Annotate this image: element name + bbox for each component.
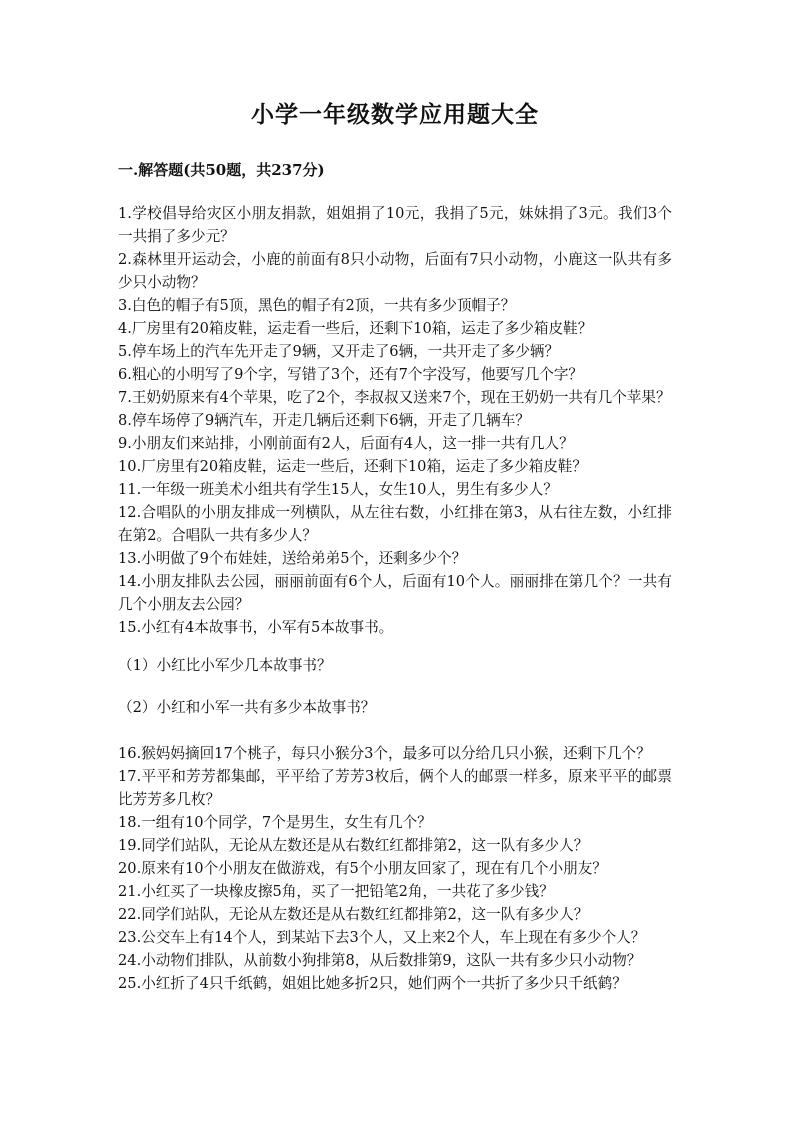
question-list bbox=[118, 742, 672, 995]
question-item: 3.白色的帽子有5顶，黑色的帽子有2顶，一共有多少顶帽子？ bbox=[118, 297, 516, 314]
question-item: 18.一组有10个同学，7个是男生，女生有几个？ bbox=[118, 814, 432, 831]
subquestion-item: （1）小红比小军少几本故事书？ bbox=[118, 657, 332, 674]
question-item: 24.小动物们排队，从前数小狗排第8，从后数排第9，这队一共有多少只小动物？ bbox=[118, 952, 642, 969]
question-item: 21.小红买了一块橡皮擦5角，买了一把铅笔2角，一共花了多少钱？ bbox=[118, 883, 554, 900]
question-item: 23.公交车上有14个人，到某站下去3个人，又上来2个人，车上现在有多少个人？ bbox=[118, 929, 646, 946]
question-item: 20.原来有10个小朋友在做游戏，有5个小朋友回家了，现在有几个小朋友？ bbox=[118, 860, 607, 877]
question-item: 10.厂房里有20箱皮鞋，运走一些后，还剩下10箱，运走了多少箱皮鞋？ bbox=[118, 458, 587, 475]
question-item: 9.小朋友们来站排，小刚前面有2人，后面有4人，这一排一共有几人？ bbox=[118, 435, 574, 452]
question-item: 12.合唱队的小朋友排成一列横队，从左往右数，小红排在第3，从右往左数，小红排在第2。合唱队一共有多少人？ bbox=[118, 504, 672, 544]
question-item: 6.粗心的小明写了9个字，写错了3个，还有7个字没写，他要写几个字？ bbox=[118, 366, 584, 383]
question-item: 11.一年级一班美术小组共有学生15人，女生10人，男生有多少人？ bbox=[118, 481, 558, 498]
question-item: 22.同学们站队，无论从左数还是从右数红红都排第2，这一队有多少人？ bbox=[118, 906, 589, 923]
question-item: 25.小红折了4只千纸鹤，姐姐比她多折2只，她们两个一共折了多少只千纸鹤？ bbox=[118, 975, 627, 992]
subquestion-item: （2）小红和小军一共有多少本故事书？ bbox=[118, 699, 376, 716]
question-item: 13.小明做了9个布娃娃，送给弟弟5个，还剩多少个？ bbox=[118, 550, 467, 567]
document-title: 小学一年级数学应用题大全 bbox=[251, 101, 539, 128]
question-item: 5.停车场上的汽车先开走了9辆，又开走了6辆，一共开走了多少辆？ bbox=[118, 343, 560, 360]
question-item: 15.小红有4本故事书，小军有5本故事书。 bbox=[118, 619, 394, 636]
question-list bbox=[118, 202, 672, 639]
question-item: 16.猴妈妈摘回17个桃子，每只小猴分3个，最多可以分给几只小猴，还剩下几个？ bbox=[118, 745, 651, 762]
question-item: 19.同学们站队，无论从左数还是从右数红红都排第2，这一队有多少人？ bbox=[118, 837, 589, 854]
question-item: 1.学校倡导给灾区小朋友捐款，姐姐捐了10元，我捐了5元，妹妹捐了3元。我们3个一共捐了多少元？ bbox=[118, 205, 672, 245]
subquestion-block bbox=[118, 654, 672, 719]
question-item: 17.平平和芳芳都集邮，平平给了芳芳3枚后，俩个人的邮票一样多，原来平平的邮票比芳芳多几枚？ bbox=[118, 768, 672, 808]
question-item: 7.王奶奶原来有4个苹果，吃了2个，李叔叔又送来7个，现在王奶奶一共有几个苹果？ bbox=[118, 389, 671, 406]
question-item: 14.小朋友排队去公园，丽丽前面有6个人，后面有10个人。丽丽排在第几个？一共有几个小朋友去公园？ bbox=[118, 573, 672, 613]
question-item: 4.厂房里有20箱皮鞋，运走看一些后，还剩下10箱，运走了多少箱皮鞋？ bbox=[118, 320, 593, 337]
section-heading: 一.解答题(共50题，共237分) bbox=[118, 161, 325, 179]
question-item: 8.停车场停了9辆汽车，开走几辆后还剩下6辆，开走了几辆车？ bbox=[118, 412, 530, 429]
question-item: 2.森林里开运动会，小鹿的前面有8只小动物，后面有7只小动物，小鹿这一队共有多少只小动物？ bbox=[118, 251, 672, 291]
